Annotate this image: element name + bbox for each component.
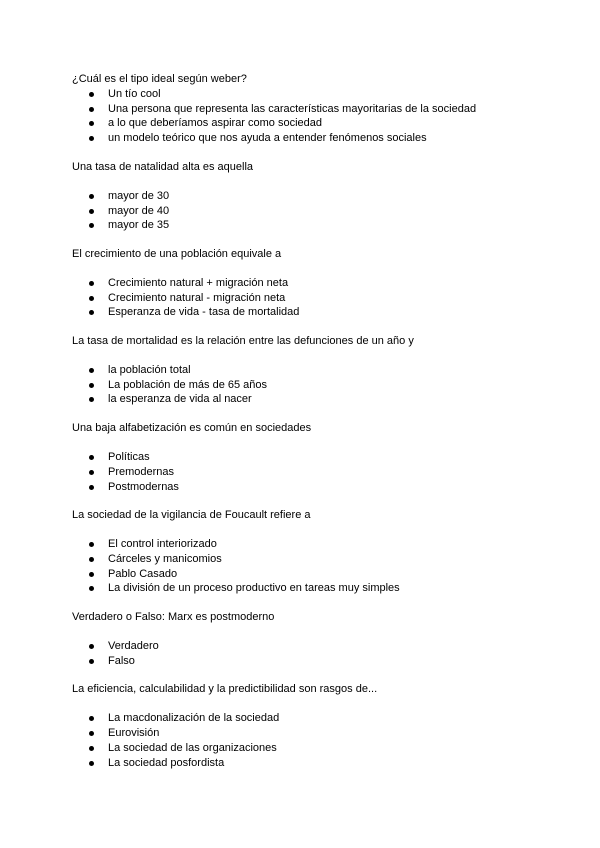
answer-option xyxy=(72,552,542,567)
answer-option xyxy=(72,639,542,654)
answer-option-label: Políticas xyxy=(108,451,150,464)
answer-option-label: Falso xyxy=(108,654,135,667)
answer-option-label: mayor de 40 xyxy=(108,204,170,217)
bullet-icon xyxy=(89,716,94,721)
answer-option xyxy=(72,654,542,669)
answer-option xyxy=(72,87,542,102)
question-text: El crecimiento de una población equivale a xyxy=(72,247,282,260)
answer-option xyxy=(72,480,542,495)
answer-option xyxy=(72,218,542,233)
answer-option xyxy=(72,756,542,771)
answer-option xyxy=(72,204,542,219)
answer-list xyxy=(72,711,542,770)
bullet-icon xyxy=(89,644,94,649)
answer-list xyxy=(72,189,542,233)
answer-option-label: El control interiorizado xyxy=(108,538,217,551)
answer-option xyxy=(72,291,542,306)
answer-option-label: Esperanza de vida - tasa de mortalidad xyxy=(108,306,300,319)
answer-option-label: Verdadero xyxy=(108,640,159,653)
answer-option xyxy=(72,102,542,117)
answer-option xyxy=(72,189,542,204)
question-text: Verdadero o Falso: Marx es postmoderno xyxy=(72,611,275,624)
answer-option xyxy=(72,131,542,146)
answer-option-label: un modelo teórico que nos ayuda a entender fenómenos sociales xyxy=(108,132,427,145)
answer-option xyxy=(72,363,542,378)
answer-option-label: Eurovisión xyxy=(108,727,160,740)
answer-option xyxy=(72,726,542,741)
answer-option-label: la población total xyxy=(108,364,191,377)
bullet-icon xyxy=(89,397,94,402)
question-block xyxy=(72,508,542,596)
answer-option-label: Pablo Casado xyxy=(108,567,178,580)
bullet-icon xyxy=(89,586,94,591)
question-block xyxy=(72,421,542,494)
answer-option xyxy=(72,276,542,291)
bullet-icon xyxy=(89,310,94,315)
answer-option-label: Premodernas xyxy=(108,465,175,478)
bullet-icon xyxy=(89,572,94,577)
answer-list xyxy=(72,639,542,668)
answer-option-label: La sociedad de las organizaciones xyxy=(108,741,277,754)
question-block xyxy=(72,334,542,407)
question-text: Una baja alfabetización es común en sociedades xyxy=(72,422,312,435)
answer-option xyxy=(72,392,542,407)
question-block xyxy=(72,247,542,320)
bullet-icon xyxy=(89,368,94,373)
question-text: Una tasa de natalidad alta es aquella xyxy=(72,160,254,173)
answer-list xyxy=(72,450,542,494)
bullet-icon xyxy=(89,223,94,228)
answer-option-label: la esperanza de vida al nacer xyxy=(108,393,252,406)
question-block xyxy=(72,72,542,146)
bullet-icon xyxy=(89,209,94,214)
bullet-icon xyxy=(89,485,94,490)
bullet-icon xyxy=(89,761,94,766)
answer-option xyxy=(72,450,542,465)
answer-option-label: Cárceles y manicomios xyxy=(108,552,222,565)
answer-option-label: La macdonalización de la sociedad xyxy=(108,712,280,725)
answer-list xyxy=(72,276,542,320)
answer-option-label: Postmodernas xyxy=(108,480,179,493)
answer-option-label: Un tío cool xyxy=(108,88,161,100)
answer-option xyxy=(72,567,542,582)
bullet-icon xyxy=(89,383,94,388)
document-page xyxy=(72,72,542,770)
question-block xyxy=(72,610,542,668)
answer-option xyxy=(72,741,542,756)
answer-option-label: La población de más de 65 años xyxy=(108,378,268,391)
answer-option xyxy=(72,378,542,393)
bullet-icon xyxy=(89,136,94,141)
answer-option xyxy=(72,116,542,131)
question-text: La eficiencia, calculabilidad y la predictibilidad son rasgos de... xyxy=(72,683,378,696)
answer-option-label: mayor de 35 xyxy=(108,219,170,232)
bullet-icon xyxy=(89,731,94,736)
question-text: ¿Cuál es el tipo ideal según weber? xyxy=(72,73,247,85)
bullet-icon xyxy=(89,557,94,562)
answer-option xyxy=(72,465,542,480)
bullet-icon xyxy=(89,296,94,301)
bullet-icon xyxy=(89,281,94,286)
bullet-icon xyxy=(89,470,94,475)
answer-option-label: Crecimiento natural - migración neta xyxy=(108,291,286,304)
question-block xyxy=(72,682,542,770)
question-text: La sociedad de la vigilancia de Foucault refiere a xyxy=(72,509,311,522)
question-block xyxy=(72,160,542,233)
answer-list xyxy=(72,363,542,407)
answer-option-label: a lo que deberíamos aspirar como sociedad xyxy=(108,117,323,130)
bullet-icon xyxy=(89,746,94,751)
answer-option xyxy=(72,581,542,596)
bullet-icon xyxy=(89,121,94,126)
bullet-icon xyxy=(89,542,94,547)
answer-list xyxy=(72,537,542,596)
answer-option-label: Una persona que representa las características mayoritarias de la sociedad xyxy=(108,102,477,115)
question-text: La tasa de mortalidad es la relación entre las defunciones de un año y xyxy=(72,335,414,348)
answer-option xyxy=(72,537,542,552)
answer-option-label: Crecimiento natural + migración neta xyxy=(108,276,289,289)
bullet-icon xyxy=(89,455,94,460)
bullet-icon xyxy=(89,107,94,112)
answer-list xyxy=(72,87,542,146)
answer-option xyxy=(72,305,542,320)
bullet-icon xyxy=(89,659,94,664)
answer-option-label: La sociedad posfordista xyxy=(108,756,225,769)
answer-option xyxy=(72,711,542,726)
bullet-icon xyxy=(89,92,94,97)
answer-option-label: mayor de 30 xyxy=(108,189,170,202)
answer-option-label: La división de un proceso productivo en tareas muy simples xyxy=(108,582,400,595)
bullet-icon xyxy=(89,194,94,199)
